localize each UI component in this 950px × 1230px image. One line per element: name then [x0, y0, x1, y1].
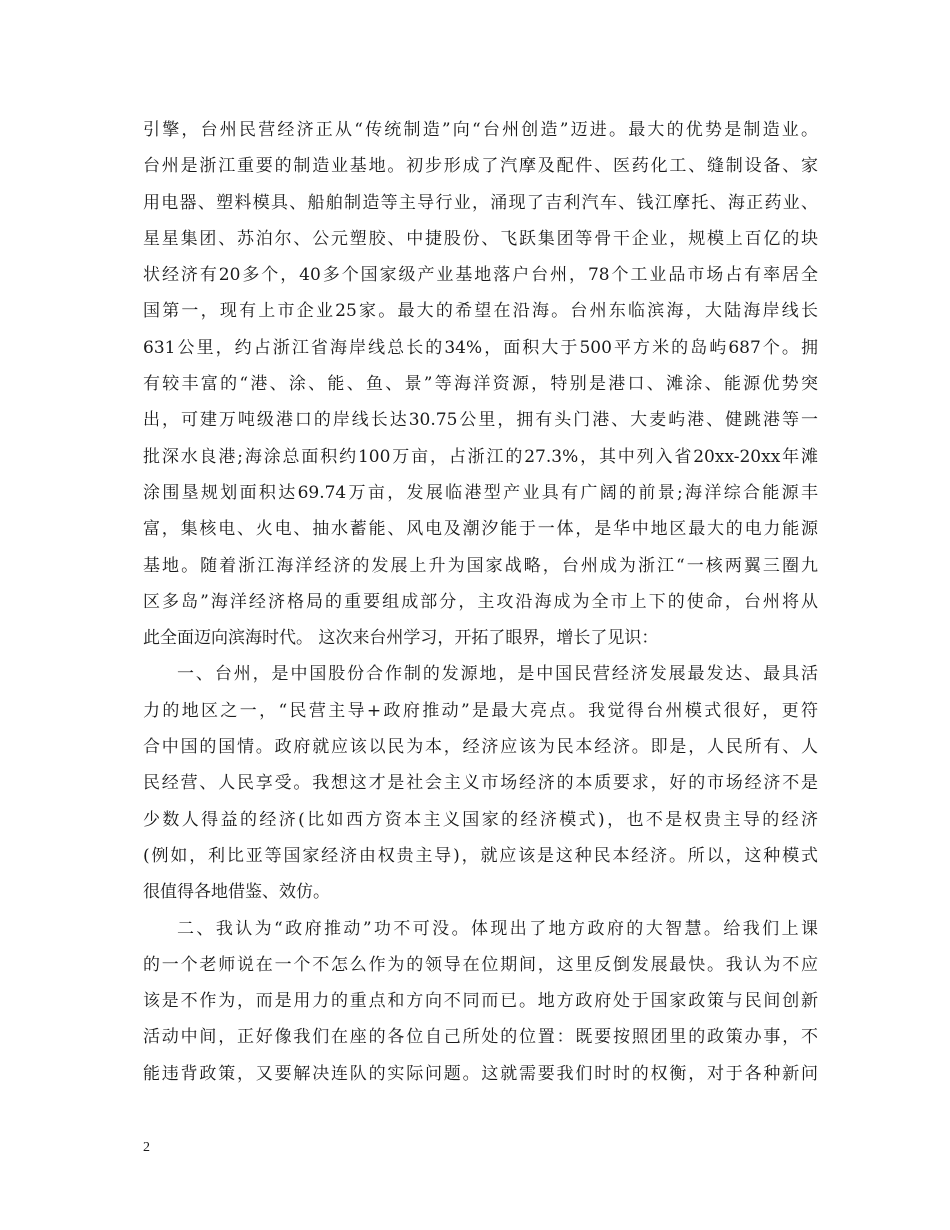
- text-line: 用电器、塑料模具、船舶制造等主导行业，涌现了吉利汽车、钱江摩托、海正药业、: [143, 192, 818, 213]
- text-line: 力的地区之一，“民营主导+政府推动”是最大亮点。我觉得台州模式很好，更符: [143, 700, 818, 721]
- text-line: 631公里，约占浙江省海岸线总长的34%，面积大于500平方米的岛屿687个。拥: [143, 337, 818, 358]
- text-line: 出，可建万吨级港口的岸线长达30.75公里，拥有头门港、大麦屿港、健跳港等一: [143, 410, 818, 431]
- text-line: 能违背政策，又要解决连队的实际问题。这就需要我们时时的权衡，对于各种新问: [143, 1063, 818, 1084]
- text-line: 少数人得益的经济(比如西方资本主义国家的经济模式)，也不是权贵主导的经济: [143, 809, 818, 830]
- text-line: 很值得各地借鉴、效仿。: [143, 882, 330, 903]
- text-line: 国第一，现有上市企业25家。最大的希望在沿海。台州东临滨海，大陆海岸线长: [143, 301, 818, 322]
- text-line: 此全面迈向滨海时代。 这次来台州学习，开拓了眼界，增长了见识：: [143, 628, 659, 649]
- text-line: 批深水良港;海涂总面积约100万亩，占浙江的27.3%，其中列入省20xx-20xx年滩: [143, 446, 818, 467]
- body-text: [143, 112, 818, 1092]
- text-line: 星星集团、苏泊尔、公元塑胶、中捷股份、飞跃集团等骨干企业，规模上百亿的块: [143, 228, 818, 249]
- text-line: 区多岛”海洋经济格局的重要组成部分，主攻沿海成为全市上下的使命，台州将从: [143, 591, 818, 612]
- paragraph-first-line: 一、台州，是中国股份合作制的发源地，是中国民营经济发展最发达、最具活: [177, 664, 818, 685]
- text-line: 涂围垦规划面积达69.74万亩，发展临港型产业具有广阔的前景;海洋综合能源丰: [143, 482, 818, 503]
- text-line: 活动中间，正好像我们在座的各位自己所处的位置：既要按照团里的政策办事，不: [143, 1027, 818, 1048]
- text-line: (例如，利比亚等国家经济由权贵主导)，就应该是这种民本经济。所以，这种模式: [143, 845, 818, 866]
- text-line: 该是不作为，而是用力的重点和方向不同而已。地方政府处于国家政策与民间创新: [143, 991, 818, 1012]
- text-line: 的一个老师说在一个不怎么作为的领导在位期间，这里反倒发展最快。我认为不应: [143, 954, 818, 975]
- text-line: 民经营、人民享受。我想这才是社会主义市场经济的本质要求，好的市场经济不是: [143, 773, 818, 794]
- text-line: 状经济有20多个，40多个国家级产业基地落户台州，78个工业品市场占有率居全: [143, 265, 818, 286]
- paragraph-first-line: 二、我认为“政府推动”功不可没。体现出了地方政府的大智慧。给我们上课: [177, 918, 818, 939]
- text-line: 合中国的国情。政府就应该以民为本，经济应该为民本经济。即是，人民所有、人: [143, 737, 818, 758]
- page-number: 2: [143, 1140, 150, 1155]
- text-line: 引擎，台州民营经济正从“传统制造”向“台州创造”迈进。最大的优势是制造业。: [143, 120, 818, 140]
- text-line: 台州是浙江重要的制造业基地。初步形成了汽摩及配件、医药化工、缝制设备、家: [143, 156, 818, 177]
- text-line: 富，集核电、火电、抽水蓄能、风电及潮汐能于一体，是华中地区最大的电力能源: [143, 519, 818, 540]
- text-line: 基地。随着浙江海洋经济的发展上升为国家战略，台州成为浙江“一核两翼三圈九: [143, 555, 818, 576]
- text-line: 有较丰富的“港、涂、能、鱼、景”等海洋资源，特别是港口、滩涂、能源优势突: [143, 374, 818, 395]
